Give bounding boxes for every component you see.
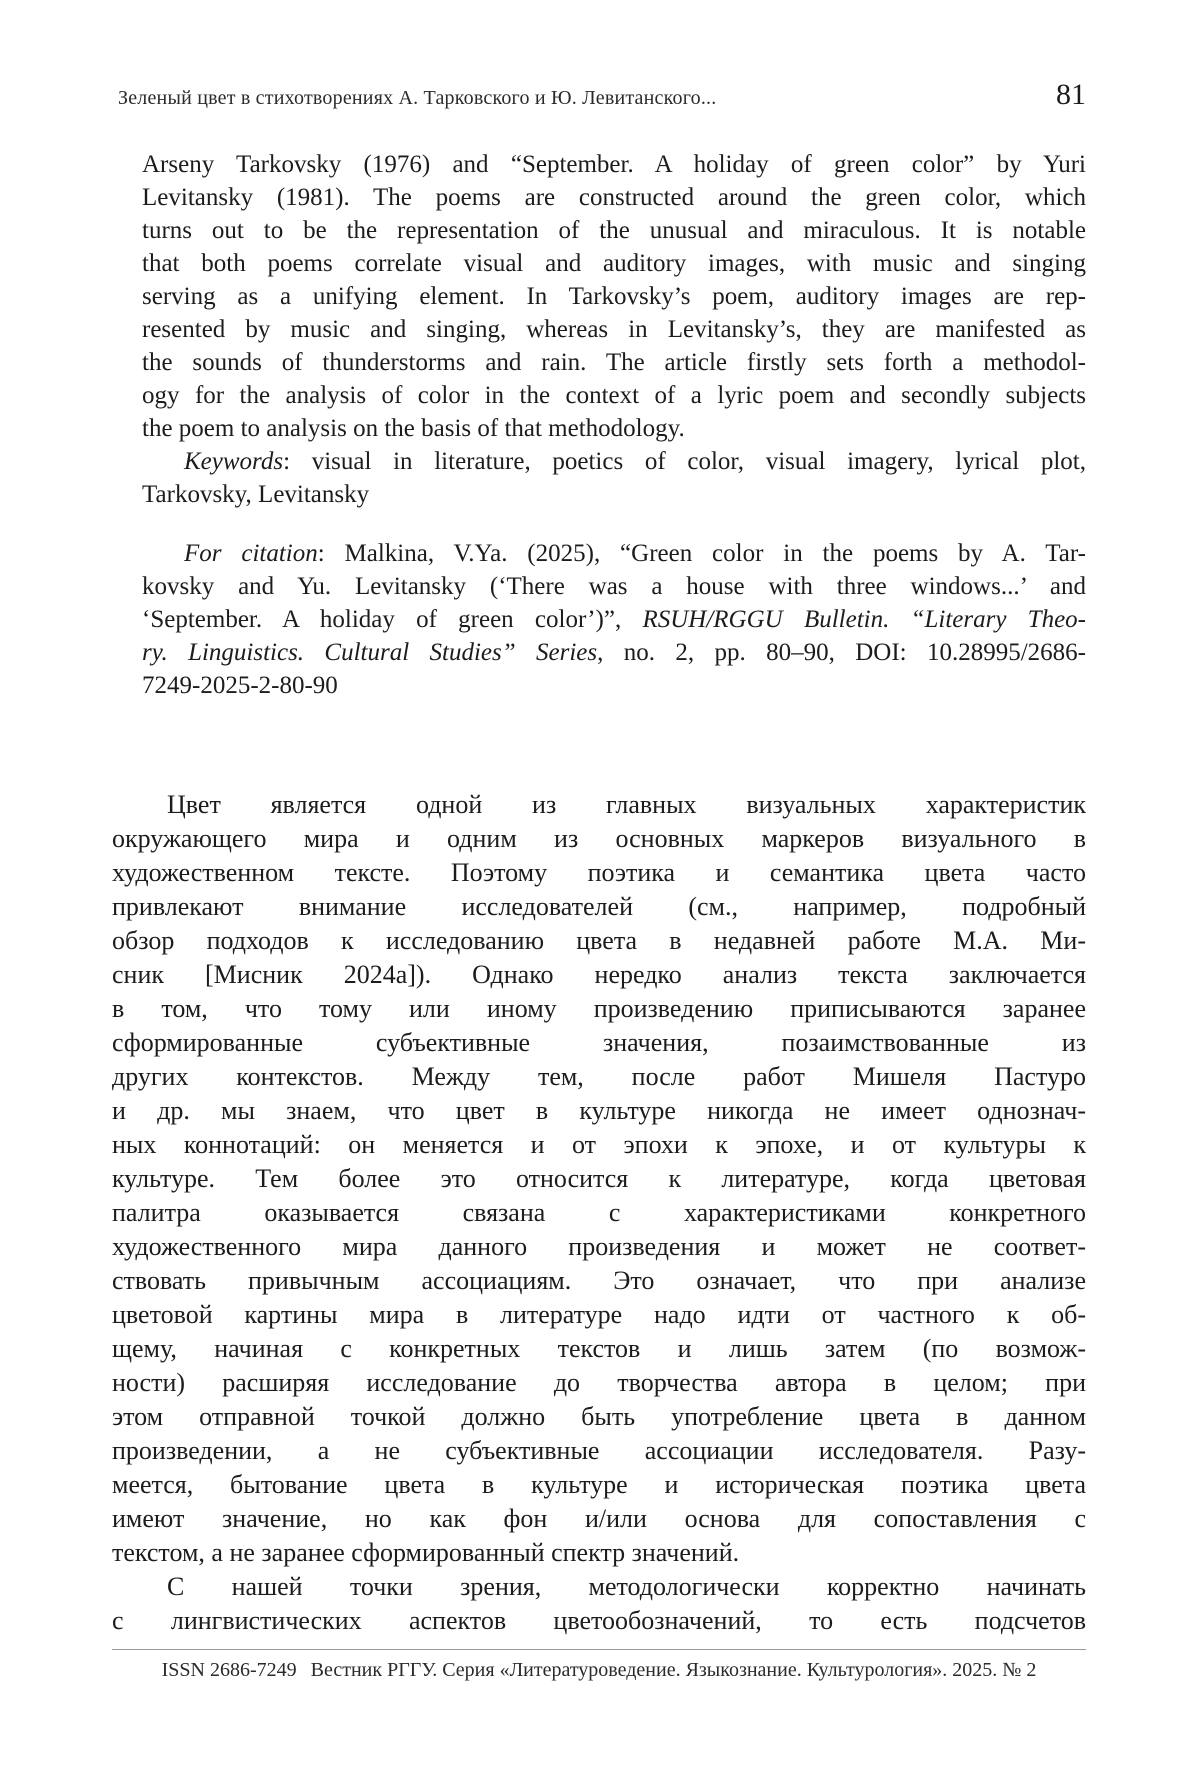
abstract-section [142,148,1086,511]
text-line: других контекстов. Между тем, после работ Мишеля Пастуро [112,1062,1086,1091]
text-line: этом отправной точкой должно быть употребление цвета в данном [112,1402,1086,1431]
citation-text: : Malkina, V.Ya. (2025), “Green color in the poems by A. Tar- [317,540,1086,567]
text-line: и др. мы знаем, что цвет в культуре никогда не имеет однознач- [112,1096,1086,1125]
text-line: resented by music and singing, whereas in Levitansky’s, they are manifested as [142,316,1086,343]
text-line: serving as a unifying element. In Tarkovsky’s poem, auditory images are rep- [142,283,1086,310]
footer-divider [112,1649,1086,1650]
text-line: цветовой картины мира в литературе надо идти от частного к об- [112,1300,1086,1329]
text-line: С нашей точки зрения, методологически корректно начинать [167,1572,1086,1601]
text-line: Arseny Tarkovsky (1976) and “September. A holiday of green color” by Yuri [142,151,1086,178]
text-line: палитра оказывается связана с характеристиками конкретного [112,1198,1086,1227]
citation-section [142,537,1086,702]
text-line: сник [Мисник 2024а]). Однако нередко анализ текста заключается [112,960,1086,989]
journal-title-italic: ry. Linguistics. Cultural Studies” Series [142,639,598,666]
keywords-line-2: Tarkovsky, Levitansky [142,481,370,508]
body-text-section [112,788,1086,1638]
text-line: окружающего мира и одним из основных маркеров визуального в [112,824,1086,853]
text-line: обзор подходов к исследованию цвета в недавней работе М.А. Ми- [112,926,1086,955]
text-line: с лингвистических аспектов цветообозначений, то есть подсчетов [112,1606,1086,1635]
text-line: the sounds of thunderstorms and rain. The article firstly sets forth a methodol- [142,349,1086,376]
text-line: that both poems correlate visual and auditory images, with music and singing [142,250,1086,277]
text-line: turns out to be the representation of the unusual and miraculous. It is notable [142,217,1086,244]
page-header [118,80,1086,110]
text-line: произведении, а не субъективные ассоциации исследователя. Разу- [112,1436,1086,1465]
page-footer [112,1659,1086,1682]
text-line: меется, бытование цвета в культуре и историческая поэтика цвета [112,1470,1086,1499]
page-number: 81 [1056,78,1086,111]
text-line: the poem to analysis on the basis of that methodology. [142,415,685,442]
text-line: имеют значение, но как фон и/или основа для сопоставления с [112,1504,1086,1533]
text-line: ности) расширяя исследование до творчества автора в целом; при [112,1368,1086,1397]
citation-doi-line: 7249-2025-2-80-90 [142,672,338,699]
text-line: текстом, а не заранее сформированный спектр значений. [112,1538,740,1567]
for-citation-label: For citation [184,540,318,567]
citation-line [142,537,1086,570]
text-line: сформированные субъективные значения, позаимствованные из [112,1028,1086,1057]
text-line: ствовать привычным ассоциациям. Это означает, что при анализе [112,1266,1086,1295]
text-line: художественном тексте. Поэтому поэтика и семантика цвета часто [112,858,1086,887]
text-line: привлекают внимание исследователей (см., например, подробный [112,892,1086,921]
keywords-line [142,445,1086,478]
running-title: Зеленый цвет в стихотворениях А. Тарковского и Ю. Левитанского... [118,87,717,109]
journal-title-italic: RSUH/RGGU Bulletin. “Literary Theo- [642,606,1086,633]
keywords-text: : visual in literature, poetics of color, visual imagery, lyrical plot, [283,448,1086,475]
text-line: щему, начиная с конкретных текстов и лишь затем (по возмож- [112,1334,1086,1363]
text-line: Цвет является одной из главных визуальных характеристик [167,790,1086,819]
text-line: художественного мира данного произведения и может не соответ- [112,1232,1086,1261]
keywords-label: Keywords [184,448,284,475]
citation-line: kovsky and Yu. Levitansky (‘There was a house with three windows...’ and [142,573,1086,600]
footer-issn: ISSN 2686-7249 [161,1659,297,1681]
text-line: культуре. Тем более это относится к литературе, когда цветовая [112,1164,1086,1193]
citation-text: ‘September. A holiday of green color’)”, [142,606,643,633]
text-line: ogy for the analysis of color in the context of a lyric poem and secondly subjects [142,382,1086,409]
citation-line [142,603,1086,636]
text-line: в том, что тому или иному произведению приписываются заранее [112,994,1086,1023]
citation-text: , no. 2, pp. 80–90, DOI: 10.28995/2686- [597,639,1086,666]
footer-journal-title: Вестник РГГУ. Серия «Литературоведение. Языкознание. Культурология». 2025. № 2 [310,1659,1037,1681]
text-line: ных коннотаций: он меняется и от эпохи к эпохе, и от культуры к [112,1130,1086,1159]
text-line: Levitansky (1981). The poems are constructed around the green color, which [142,184,1086,211]
citation-line [142,636,1086,669]
